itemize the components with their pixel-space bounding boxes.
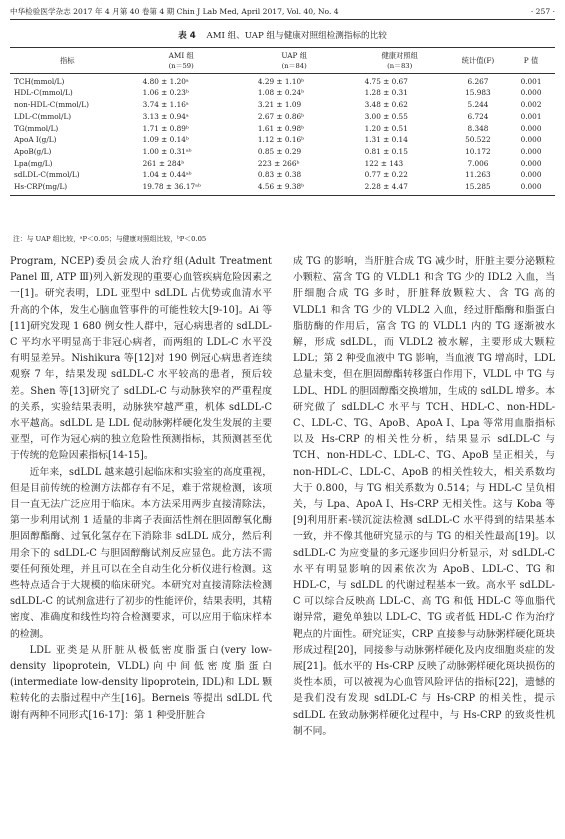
cell-f: 6.724 xyxy=(467,111,489,121)
cell-control: 2.28 ± 4.47 xyxy=(351,181,449,195)
table-row xyxy=(10,169,555,181)
cell-control: 4.75 ± 0.67 xyxy=(364,76,408,86)
cell-ami: 3.74 ± 1.16ᵃ xyxy=(142,100,189,110)
running-header-page-number: · 257 · xyxy=(530,7,555,16)
header-control-group xyxy=(351,48,449,74)
header-ami-n: (n＝59) xyxy=(168,61,194,70)
cell-f: 15.983 xyxy=(465,88,491,98)
cell-control: 0.77 ± 0.22 xyxy=(364,170,408,180)
cell-indicator: ApoB(g/L) xyxy=(14,146,52,156)
cell-uap: 0.83 ± 0.38 xyxy=(257,170,302,180)
table-number: 表 4 xyxy=(178,31,196,41)
cell-uap: 1.08 ± 0.24ᵇ xyxy=(257,88,305,98)
header-uap-n: (n＝84) xyxy=(281,61,307,70)
table-row xyxy=(10,99,555,111)
header-rule xyxy=(10,19,555,20)
cell-indicator: LDL-C(mmol/L) xyxy=(14,111,72,121)
header-control-n: (n＝83) xyxy=(387,61,413,70)
cell-control: 122 ± 143 xyxy=(364,158,404,168)
table-row xyxy=(10,111,555,123)
cell-f: 11.263 xyxy=(465,170,491,180)
cell-uap: 223 ± 266ᵇ xyxy=(257,158,300,168)
header-ami-group xyxy=(125,48,238,74)
running-header xyxy=(10,5,555,19)
body-column-left xyxy=(10,254,272,724)
body-paragraph: LDL 亚类是从肝脏从极低密度脂蛋白(very low-density lipoprotein, VLDL)向中间低密度脂蛋白(intermediate low-density lipoprotein, IDL)和 LDL 颗粒转化的去脂过程中产生[16]。Berneis 等提出 sdLDL 代谢有两种不同形式[16-17]：第 1 种受肝脏合 xyxy=(10,644,272,721)
cell-control: 1.28 ± 0.31 xyxy=(364,88,408,98)
cell-control: 1.20 ± 0.51 xyxy=(364,123,408,133)
table-row xyxy=(10,158,555,170)
cell-indicator: sdLDL-C(mmol/L) xyxy=(14,170,80,180)
body-column-right xyxy=(293,254,555,740)
cell-ami: 1.06 ± 0.23ᵇ xyxy=(142,88,189,98)
cell-uap: 4.29 ± 1.10ᵇ xyxy=(257,76,305,86)
cell-f: 5.244 xyxy=(467,100,489,110)
body-paragraph: 成 TG 的影响，当肝脏合成 TG 减少时，肝脏主要分泌颗粒小颗粒、富含 TG 的 VLDL1 和含 TG 少的 IDL2 入血，当肝细胞合成 TG 多时，肝脏释放颗粒大、含 TG 高的 VLDL1 和含 TG 少的 VLDL2 入血，经过肝酯酶和脂蛋白脂肪酶的作用后，富含 TG 的 VLDL1 内的 TG 逐渐被水解，形成 sdLDL，而 VLDL2 被水解，主要形成大颗粒 LDL；第 2 种受血液中 TG 影响，当血液 TG 增高时，LDL 总量未变，但在胆固醇酯转移蛋白作用下，VLDL 中 TG 与 LDL、HDL 的胆固醇酯交换增加，生成的 sdLDL 增多。本研究做了 sdLDL-C 水平与 TCH、HDL-C、non-HDL-C、LDL-C、TG、ApoB、ApoA Ⅰ、Lpa 等常用血脂指标以及 Hs-CRP 的相关性分析，结果显示 sdLDL-C 与 TCH、non-HDL-C、LDL-C、TG、ApoB 呈正相关，与 non-HDL-C、LDL-C、ApoB 的相关性较大，相关系数均大于 0.800，与 TG 相关系数为 0.514；与 HDL-C 呈负相关，与 Lpa、ApoA Ⅰ、Hs-CRP 无相关性。这与 Koba 等[9]利用肝素-镁沉淀法检测 sdLDL-C 水平得到的结果基本一致，并不像其他研究显示的与 TG 的相关性最高[19]。以 sdLDL-C 为应变量的多元逐步回归分析显示，对 sdLDL-C 水平有明显影响的因素依次为 ApoB、LDL-C、TG 和 HDL-C，与 sdLDL 的代谢过程基本一致。高水平 sdLDL-C 可以综合反映高 LDL-C、高 TG 和低 HDL-C 等血脂代谢异常，避免单独以 LDL-C、TG 或者低 HDL-C 作为治疗靶点的片面性。研究证实，CRP 直接参与动脉粥样硬化斑块形成过程[20]，同接参与动脉粥样硬化及内皮细胞炎症的发展[21]。低水平的 Hs-CRP 反映了动脉粥样硬化斑块损伤的炎性本质，可以被视为心血管风险评估的指标[22]，遗憾的是我们没有发现 sdLDL-C 与 Hs-CRP 的相关性，提示 sdLDL 在致动脉粥样硬化过程中，与 Hs-CRP 的致炎性机制不同。 xyxy=(293,256,555,737)
cell-control: 3.00 ± 0.55 xyxy=(364,111,408,121)
cell-control: 1.31 ± 0.14 xyxy=(364,135,408,145)
cell-indicator: non-HDL-C(mmol/L) xyxy=(14,100,89,110)
cell-ami: 1.00 ± 0.31ᵃᵇ xyxy=(142,146,192,156)
cell-indicator: Lpa(mg/L) xyxy=(14,158,53,168)
table-caption xyxy=(0,29,565,43)
cell-uap: 1.61 ± 0.98ᵇ xyxy=(257,123,305,133)
cell-p: 0.000 xyxy=(520,146,542,156)
cell-p: 0.000 xyxy=(520,123,542,133)
cell-indicator: ApoA Ⅰ(g/L) xyxy=(14,135,57,145)
cell-p: 0.002 xyxy=(520,100,542,110)
cell-f: 7.006 xyxy=(467,158,489,168)
header-uap-group xyxy=(238,48,351,74)
cell-uap: 2.67 ± 0.86ᵇ xyxy=(257,111,305,121)
cell-ami: 261 ± 284ᵇ xyxy=(142,158,185,168)
table-row xyxy=(10,146,555,158)
cell-control: 3.48 ± 0.62 xyxy=(364,100,408,110)
cell-uap: 0.85 ± 0.29 xyxy=(257,146,302,156)
header-indicator: 指标 xyxy=(10,48,125,74)
cell-p: 0.000 xyxy=(520,135,542,145)
cell-f: 15.285 xyxy=(449,181,507,195)
cell-indicator: TCH(mmol/L) xyxy=(14,76,65,86)
cell-p: 0.000 xyxy=(520,170,542,180)
cell-f: 8.348 xyxy=(467,123,489,133)
cell-f: 10.172 xyxy=(465,146,491,156)
comparison-table xyxy=(10,47,555,196)
cell-ami: 4.80 ± 1.20ᵃ xyxy=(142,76,189,86)
table-row xyxy=(10,123,555,135)
table-body xyxy=(10,73,555,195)
table-title: AMI 组、UAP 组与健康对照组检测指标的比较 xyxy=(206,31,387,41)
cell-uap: 3.21 ± 1.09 xyxy=(257,100,302,110)
cell-ami: 3.13 ± 0.94ᵃ xyxy=(142,111,189,121)
cell-p: 0.000 xyxy=(520,158,542,168)
cell-ami: 1.71 ± 0.89ᵇ xyxy=(142,123,189,133)
header-f-statistic: 统计值(F) xyxy=(449,48,507,74)
cell-indicator: TG(mmol/L) xyxy=(14,123,59,133)
cell-ami: 1.09 ± 0.14ᵇ xyxy=(142,135,189,145)
cell-indicator: HDL-C(mmol/L) xyxy=(14,88,73,98)
body-paragraph: Program, NCEP)委员会成人治疗组(Adult Treatment Panel Ⅲ, ATP Ⅲ)列入新发现的重要心血管疾病危险因素之一[1]。研究表明，LDL 亚型中 sdLDL 占优势或血清水平升高的个体，发生心脑血管事件的可能性较大[9-10]。Ai 等[11]研究发现 1 680 例女性人群中，冠心病患者的 sdLDL-C 平均水平明显高于非冠心病者，而两组的 LDL-C 水平没有明显差异。Nishikura 等[12]对 190 例冠心病患者连续观察 7 年，结果发现 sdLDL-C 水平较高的患者，预后较差。Shen 等[13]研究了 sdLDL-C 与动脉狭窄的严重程度的关系，实验结果表明，动脉狭窄越严重，机体 sdLDL-C 水平越高。sdLDL 是 LDL 促动脉粥样硬化发生发展的主要亚型，可作为冠心病的独立危险性预测指标，其预测甚至优于传统的危险因素指标[14-15]。 xyxy=(10,256,272,462)
cell-p: 0.000 xyxy=(507,181,555,195)
cell-p: 0.001 xyxy=(520,76,542,86)
body-paragraph: 近年来，sdLDL 越来越引起临床和实验室的高度重视，但是目前传统的检测方法都存有不足，难于常规检测，该项目一直无法广泛应用于临床。本方法采用两步直接清除法，第一步利用试剂 1 适量的非离子表面活性剂在胆固醇氧化酶胆固醇酯酶、过氧化氢存在下消除非 sdLDL 成分，然后利用余下的 sdLDL-C 与胆固醇酶试剂反应显色。此方法不需要任何预处理，并且可以在全自动生化分析仪进行检测。这些特点适合于大规模的临床研究。本研究对直接清除法检测 sdLDL-C 的试剂盒进行了初步的性能评价，结果表明，其精密度、准确度和线性均符合检测要求，可以应用于临床样本的检测。 xyxy=(10,466,272,640)
cell-indicator: Hs-CRP(mg/L) xyxy=(10,181,125,195)
table-row xyxy=(10,87,555,99)
cell-uap: 4.56 ± 9.38ᵇ xyxy=(238,181,351,195)
cell-ami: 1.04 ± 0.44ᵃᵇ xyxy=(142,170,192,180)
running-header-journal: 中华检验医学杂志 2017 年 4 月第 40 卷第 4 期 Chin J Lab Med, April 2017, Vol. 40, No. 4 xyxy=(10,7,339,16)
header-ami-label: AMI 组 xyxy=(168,51,194,60)
table-row xyxy=(10,73,555,87)
cell-uap: 1.12 ± 0.16ᵇ xyxy=(257,135,305,145)
header-control-label: 健康对照组 xyxy=(381,51,418,60)
cell-ami: 19.78 ± 36.17ᵃᵇ xyxy=(125,181,238,195)
cell-f: 6.267 xyxy=(467,76,489,86)
cell-control: 0.81 ± 0.15 xyxy=(364,146,408,156)
cell-p: 0.000 xyxy=(520,88,542,98)
header-p-value: P 值 xyxy=(507,48,555,74)
table-row xyxy=(10,134,555,146)
table-note: 注：与 UAP 组比较，ᵃP＜0.05；与健康对照组比较，ᵇP＜0.05 xyxy=(13,235,207,243)
table-row xyxy=(10,181,555,195)
cell-f: 50.522 xyxy=(465,135,491,145)
cell-p: 0.001 xyxy=(520,111,542,121)
header-uap-label: UAP 组 xyxy=(281,51,308,60)
